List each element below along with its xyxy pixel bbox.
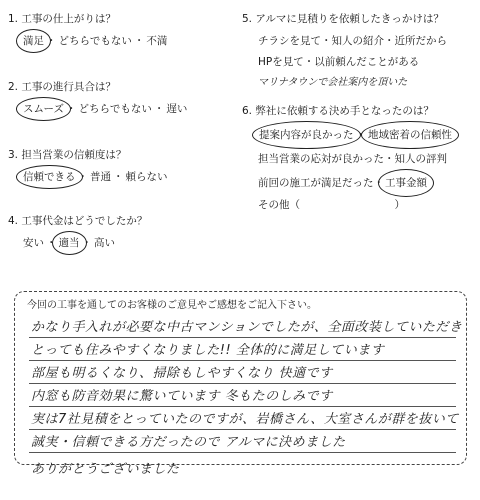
question-title: 4. 工事代金はどうでしたか？ bbox=[8, 215, 148, 227]
option: 遅い bbox=[166, 103, 188, 115]
option: 不満 bbox=[146, 35, 168, 47]
question-title: 5. アルマに見積りを依頼したきっかけは？ bbox=[242, 13, 444, 25]
handwritten-text: ありがとうございました bbox=[31, 462, 180, 477]
question-5 bbox=[242, 12, 447, 92]
handwritten-text: 誠実・信頼できる方だったので アルマに決めました bbox=[31, 435, 346, 450]
option-line bbox=[242, 174, 453, 192]
option-line: HPを見て・以前頼んだことがある bbox=[258, 56, 420, 68]
option-circled: 地域密着の信頼性 bbox=[367, 126, 453, 144]
question-title: 1. 工事の仕上がりは？ bbox=[8, 13, 116, 25]
comment-line bbox=[29, 438, 456, 477]
comment-line bbox=[29, 360, 456, 384]
option: どちらでもない bbox=[78, 103, 152, 115]
question-1 bbox=[8, 12, 168, 48]
option-circled: 満足 bbox=[23, 35, 44, 47]
comment-box bbox=[14, 291, 467, 477]
question-options: 信頼できる ・ 普通 ・ 頼らない bbox=[23, 171, 168, 183]
option-circled: スムーズ bbox=[23, 103, 64, 115]
question-3 bbox=[8, 148, 169, 184]
question-options: スムーズ ・ どちらでもない ・ 遅い bbox=[23, 103, 188, 115]
option-circled: 工事金額 bbox=[384, 174, 428, 192]
question-6 bbox=[242, 104, 453, 214]
handwritten-text: とっても住みやすくなりました!! 全体的に満足しています bbox=[31, 343, 385, 358]
option-line: 担当営業の応対が良かった・知人の評判 bbox=[258, 153, 447, 165]
question-2 bbox=[8, 80, 188, 116]
comment-line bbox=[29, 383, 456, 407]
question-title: 6. 弊社に依頼する決め手となったのは？ bbox=[242, 105, 434, 117]
question-title: 2. 工事の進行具合は？ bbox=[8, 81, 116, 93]
question-4 bbox=[8, 214, 147, 250]
comment-line bbox=[29, 314, 463, 338]
option: 頼らない bbox=[125, 171, 168, 183]
option-other: その他（ ） bbox=[258, 199, 405, 211]
comment-line bbox=[29, 406, 459, 430]
question-options: 安い ・ 適当 ・ 高い bbox=[23, 237, 115, 249]
handwritten-text: かなり手入れが必要な中古マンションでしたが、全面改装していただき bbox=[31, 320, 463, 335]
option-text: 前回の施工が満足だった・ bbox=[258, 177, 384, 189]
option: 安い bbox=[23, 237, 44, 249]
option-circled: 信頼できる bbox=[23, 171, 76, 183]
handwritten-text: 実は7社見積をとっていたのですが、岩橋さん、大室さんが群を抜いて bbox=[31, 412, 459, 427]
handwritten-text: 内窓も防音効果に驚いています 冬もたのしみです bbox=[31, 389, 333, 404]
option-line: チラシを見て・知人の紹介・近所だから bbox=[258, 35, 447, 47]
handwritten-text: 部屋も明るくなり、掃除もしやすくなり 快適です bbox=[31, 366, 333, 381]
question-title: 3. 担当営業の信頼度は？ bbox=[8, 149, 127, 161]
option: 普通 bbox=[90, 171, 111, 183]
option: 高い bbox=[94, 237, 115, 249]
comment-line bbox=[29, 337, 456, 361]
option: どちらでもない bbox=[58, 35, 132, 47]
comment-prompt: 今回の工事を通してのお客様のご意見やご感想をご記入下さい。 bbox=[27, 300, 317, 311]
question-options: 満足 ・ どちらでもない ・ 不満 bbox=[23, 35, 168, 47]
option-circled: 提案内容が良かった bbox=[258, 126, 355, 144]
handwritten-answer: マリナタウンで会社案内を頂いた bbox=[258, 77, 408, 88]
option-circled: 適当 bbox=[58, 237, 80, 249]
option-line: 提案内容が良かった ・ 地域密着の信頼性 bbox=[242, 126, 453, 144]
